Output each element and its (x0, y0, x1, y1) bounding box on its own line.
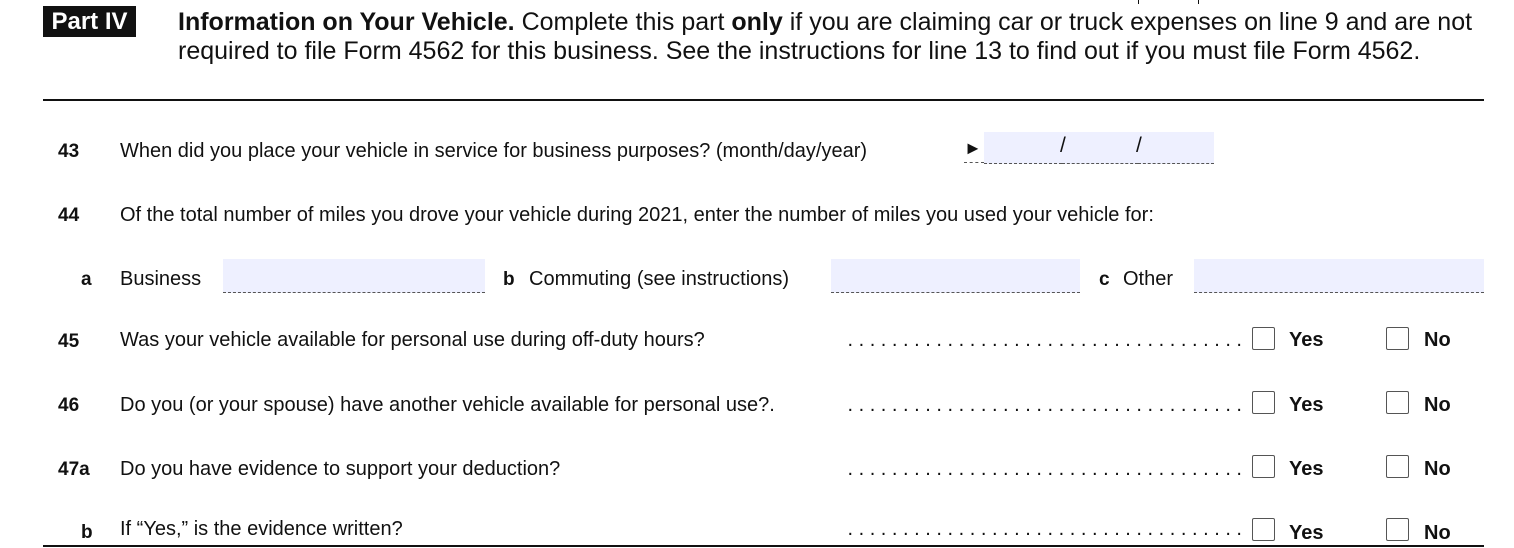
business-miles-field[interactable] (223, 259, 485, 293)
line-47b-no-checkbox[interactable] (1386, 518, 1409, 541)
commuting-label: Commuting (see instructions) (529, 268, 790, 290)
line-47a-text: Do you have evidence to support your deduction? (120, 458, 561, 480)
line-44-number: 44 (58, 205, 80, 226)
business-label: Business (120, 268, 202, 290)
part-intro-1: Complete this part (514, 8, 732, 36)
leader-dots: . . . . . . . . . . . . . . . . . . . . . . . . . . . . . . . . . . . . (847, 329, 1242, 351)
bottom-rule (43, 545, 1484, 547)
line-46-text: Do you (or your spouse) have another vehicle available for personal use?. (120, 394, 775, 416)
line-47b-yes-checkbox[interactable] (1252, 518, 1275, 541)
service-date-day-field[interactable] (1062, 132, 1138, 164)
other-label: Other (1123, 268, 1174, 290)
line-46-no-label: No (1424, 394, 1451, 416)
line-47a-no-checkbox[interactable] (1386, 455, 1409, 478)
line-45-text: Was your vehicle available for personal use during off-duty hours? (120, 329, 705, 351)
part-header (178, 8, 1488, 66)
part-intro-only: only (731, 8, 783, 36)
service-date-month-field[interactable] (984, 132, 1062, 164)
line-47b-letter: b (81, 522, 93, 543)
line-44c-letter: c (1099, 269, 1110, 290)
line-43-number: 43 (58, 141, 80, 162)
line-43-text: When did you place your vehicle in service for business purposes? (month/day/year) (120, 140, 868, 162)
line-47b-no-label: No (1424, 522, 1451, 544)
line-46-yes-label: Yes (1289, 394, 1324, 416)
line-46-number: 46 (58, 395, 80, 416)
line-47a-no-label: No (1424, 458, 1451, 480)
line-45-yes-label: Yes (1289, 329, 1324, 351)
line-46-yes-checkbox[interactable] (1252, 391, 1275, 414)
leader-dots: . . . . . . . . . . . . . . . . . . . . . . . . . . . . . . . . . . . . (847, 394, 1242, 416)
date-separator-line (964, 162, 984, 163)
top-divider-tick (1198, 0, 1199, 4)
line-44b-letter: b (503, 269, 515, 290)
part-intro-2: if you are claiming car or truck expenses on line 9 and are not required to file Form 4562 for this business. See the instructions for line 13 to find out if you must file Form 4562. (178, 8, 1473, 65)
date-separator-slash: / (1060, 134, 1066, 157)
leader-dots: . . . . . . . . . . . . . . . . . . . . . . . . . . . . . . . . . . . . (847, 458, 1242, 480)
date-separator-slash: / (1136, 134, 1142, 157)
commuting-miles-field[interactable] (831, 259, 1080, 293)
line-44-text: Of the total number of miles you drove your vehicle during 2021, enter the number of miles you used your vehicle for: (120, 204, 1154, 226)
top-divider-tick (1138, 0, 1139, 4)
line-45-no-label: No (1424, 329, 1451, 351)
other-miles-field[interactable] (1194, 259, 1484, 293)
line-45-no-checkbox[interactable] (1386, 327, 1409, 350)
part-header-rule (43, 99, 1484, 101)
line-46-no-checkbox[interactable] (1386, 391, 1409, 414)
line-44a-letter: a (81, 269, 92, 290)
line-47a-yes-checkbox[interactable] (1252, 455, 1275, 478)
service-date-year-field[interactable] (1138, 132, 1214, 164)
line-45-yes-checkbox[interactable] (1252, 327, 1275, 350)
part-badge: Part IV (43, 6, 136, 37)
line-45-number: 45 (58, 331, 80, 352)
line-47a-number: 47a (58, 459, 90, 480)
part-title: Information on Your Vehicle. (178, 8, 515, 36)
entry-arrow-icon: ► (964, 138, 982, 158)
line-47b-text: If “Yes,” is the evidence written? (120, 518, 403, 540)
leader-dots: . . . . . . . . . . . . . . . . . . . . . . . . . . . . . . . . . . . . (847, 518, 1242, 540)
line-47b-yes-label: Yes (1289, 522, 1324, 544)
line-47a-yes-label: Yes (1289, 458, 1324, 480)
